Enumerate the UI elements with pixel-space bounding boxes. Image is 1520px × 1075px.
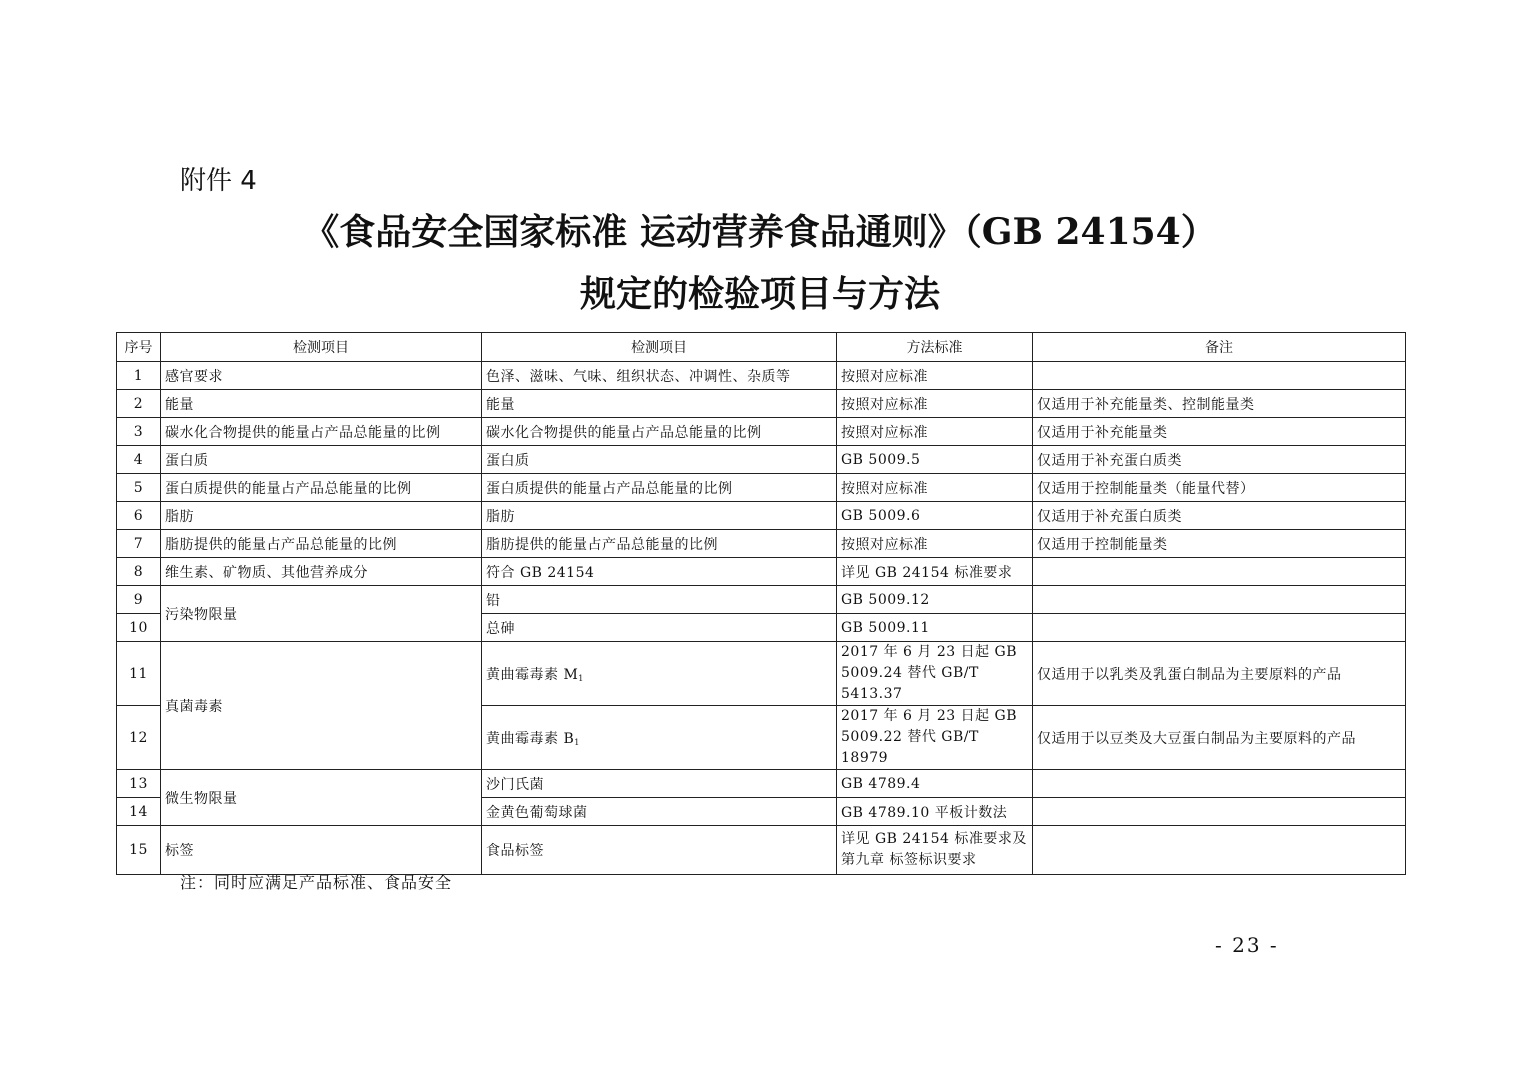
row-category: 标签 [161, 826, 482, 875]
row-item: 蛋白质提供的能量占产品总能量的比例 [482, 474, 837, 502]
row-note: 仅适用于以乳类及乳蛋白制品为主要原料的产品 [1033, 642, 1406, 706]
table-row [117, 362, 1406, 390]
row-category: 脂肪提供的能量占产品总能量的比例 [161, 530, 482, 558]
header-method: 方法标准 [837, 333, 1033, 362]
row-item: 脂肪 [482, 502, 837, 530]
row-method: 详见 GB 24154 标准要求 [837, 558, 1033, 586]
header-seq: 序号 [117, 333, 161, 362]
footnote: 注：同时应满足产品标准、食品安全 [180, 873, 453, 892]
row-category: 真菌毒素 [161, 642, 482, 770]
row-item [482, 706, 837, 770]
row-item: 金黄色葡萄球菌 [482, 798, 837, 826]
row-note: 仅适用于补充能量类、控制能量类 [1033, 390, 1406, 418]
row-item: 脂肪提供的能量占产品总能量的比例 [482, 530, 837, 558]
table-row [117, 586, 1406, 614]
row-method-line1: 2017 年 6 月 23 日起 GB [841, 644, 1018, 660]
row-note: 仅适用于以豆类及大豆蛋白制品为主要原料的产品 [1033, 706, 1406, 770]
row-number: 12 [117, 706, 161, 770]
row-method-line2: 5009.24 替代 GB/T 5413.37 [841, 665, 979, 702]
table-row [117, 418, 1406, 446]
row-number: 9 [117, 586, 161, 614]
row-method: GB 5009.11 [837, 614, 1033, 642]
table-header-row [117, 333, 1406, 362]
row-method: GB 4789.10 平板计数法 [837, 798, 1033, 826]
row-category: 能量 [161, 390, 482, 418]
row-note [1033, 770, 1406, 798]
row-category: 感官要求 [161, 362, 482, 390]
row-item [482, 642, 837, 706]
row-method: 按照对应标准 [837, 390, 1033, 418]
row-method-line2: 第九章 标签标识要求 [841, 852, 977, 868]
row-item: 碳水化合物提供的能量占产品总能量的比例 [482, 418, 837, 446]
document-title: 《食品安全国家标准 运动营养食品通则》（GB 24154） [303, 211, 1217, 253]
row-note [1033, 558, 1406, 586]
row-category: 脂肪 [161, 502, 482, 530]
row-note: 仅适用于控制能量类 [1033, 530, 1406, 558]
row-note [1033, 826, 1406, 875]
row-method-line2: 5009.22 替代 GB/T 18979 [841, 729, 979, 766]
row-note [1033, 614, 1406, 642]
row-number: 8 [117, 558, 161, 586]
row-item: 符合 GB 24154 [482, 558, 837, 586]
row-number: 10 [117, 614, 161, 642]
row-note: 仅适用于补充蛋白质类 [1033, 502, 1406, 530]
row-method [837, 642, 1033, 706]
row-note [1033, 798, 1406, 826]
row-item: 铅 [482, 586, 837, 614]
row-item: 蛋白质 [482, 446, 837, 474]
row-note: 仅适用于补充蛋白质类 [1033, 446, 1406, 474]
header-note: 备注 [1033, 333, 1406, 362]
row-method: 按照对应标准 [837, 418, 1033, 446]
row-category: 污染物限量 [161, 586, 482, 642]
row-number: 3 [117, 418, 161, 446]
row-method-line1: 详见 GB 24154 标准要求及 [841, 831, 1027, 847]
row-note [1033, 362, 1406, 390]
table-row [117, 446, 1406, 474]
row-method-line1: 2017 年 6 月 23 日起 GB [841, 708, 1018, 724]
row-item-subscript: 1 [578, 673, 584, 683]
row-method: 按照对应标准 [837, 474, 1033, 502]
row-method: 按照对应标准 [837, 362, 1033, 390]
table-row [117, 502, 1406, 530]
row-number: 15 [117, 826, 161, 875]
row-item: 总砷 [482, 614, 837, 642]
row-method [837, 826, 1033, 875]
table-row [117, 530, 1406, 558]
document-subtitle: 规定的检验项目与方法 [579, 273, 940, 315]
row-item-subscript: 1 [574, 737, 580, 747]
header-category: 检测项目 [161, 333, 482, 362]
row-category: 微生物限量 [161, 770, 482, 826]
row-note [1033, 586, 1406, 614]
row-note: 仅适用于补充能量类 [1033, 418, 1406, 446]
row-number: 7 [117, 530, 161, 558]
inspection-items-table [116, 332, 1406, 875]
row-method: GB 5009.12 [837, 586, 1033, 614]
row-item: 食品标签 [482, 826, 837, 875]
row-method: 按照对应标准 [837, 530, 1033, 558]
table-row [117, 558, 1406, 586]
row-category: 维生素、矿物质、其他营养成分 [161, 558, 482, 586]
row-method: GB 4789.4 [837, 770, 1033, 798]
table-row [117, 642, 1406, 706]
table-row [117, 770, 1406, 798]
row-item-text: 黄曲霉毒素 B [486, 730, 575, 747]
row-number: 1 [117, 362, 161, 390]
row-item: 能量 [482, 390, 837, 418]
row-method [837, 706, 1033, 770]
table-row [117, 826, 1406, 875]
row-number: 6 [117, 502, 161, 530]
row-number: 11 [117, 642, 161, 706]
header-item: 检测项目 [482, 333, 837, 362]
row-item: 沙门氏菌 [482, 770, 837, 798]
row-method: GB 5009.5 [837, 446, 1033, 474]
row-number: 4 [117, 446, 161, 474]
row-category: 碳水化合物提供的能量占产品总能量的比例 [161, 418, 482, 446]
row-category: 蛋白质 [161, 446, 482, 474]
page-number: - 23 - [1215, 933, 1279, 957]
row-note: 仅适用于控制能量类（能量代替） [1033, 474, 1406, 502]
row-number: 5 [117, 474, 161, 502]
row-item-text: 黄曲霉毒素 M [486, 666, 579, 683]
row-item: 色泽、滋味、气味、组织状态、冲调性、杂质等 [482, 362, 837, 390]
attachment-label: 附件 4 [180, 166, 257, 196]
row-number: 13 [117, 770, 161, 798]
row-number: 2 [117, 390, 161, 418]
table-row [117, 474, 1406, 502]
table-row [117, 390, 1406, 418]
row-category: 蛋白质提供的能量占产品总能量的比例 [161, 474, 482, 502]
row-method: GB 5009.6 [837, 502, 1033, 530]
row-number: 14 [117, 798, 161, 826]
